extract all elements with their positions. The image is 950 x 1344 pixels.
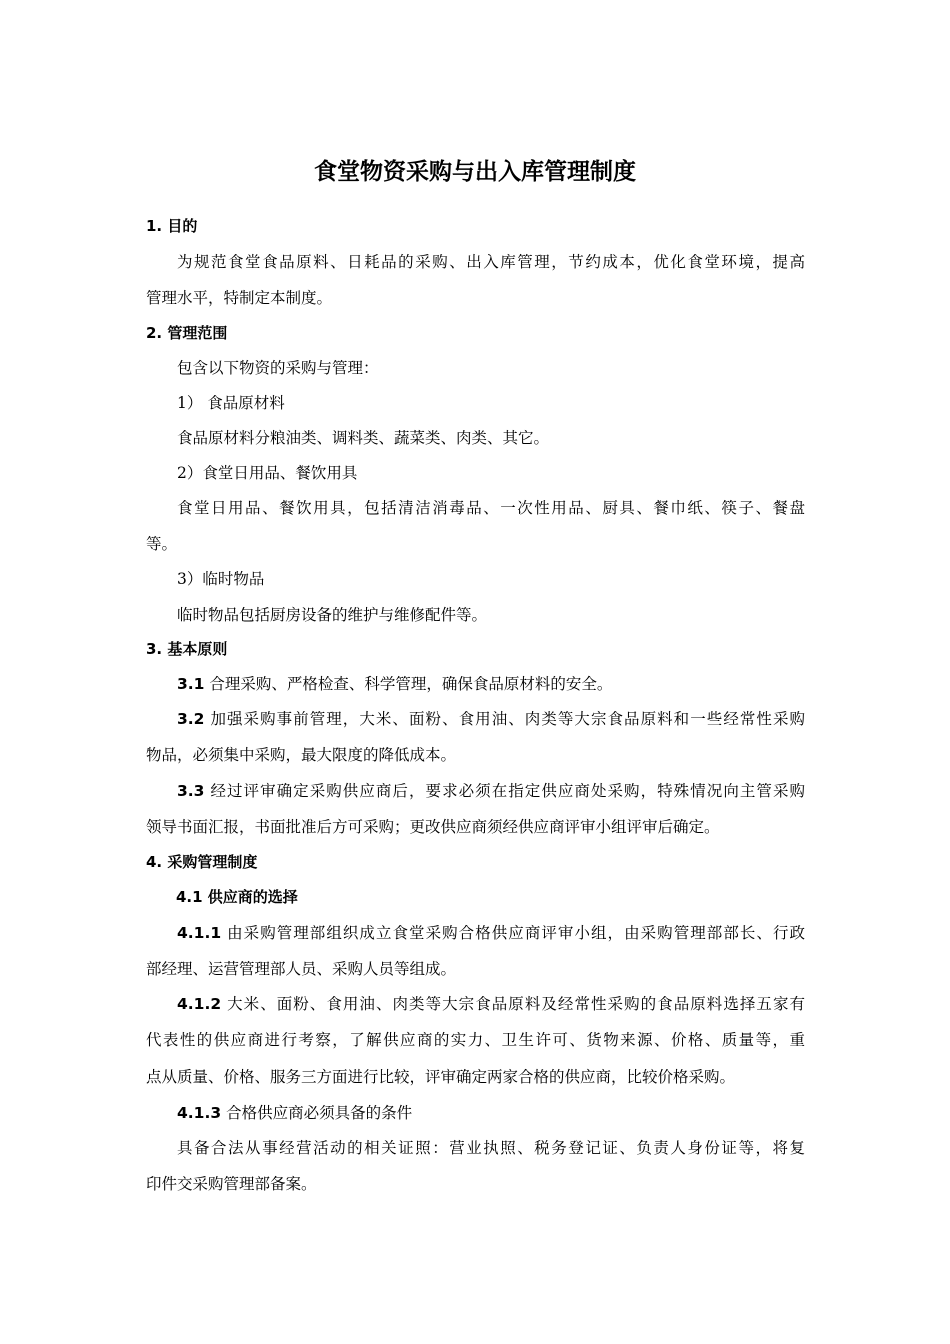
section-4-1-heading: 4.1 供应商的选择 xyxy=(176,888,298,906)
section-4-1-3-number: 4.1.3 xyxy=(177,1104,222,1122)
section-2-item-3-desc: 临时物品包括厨房设备的维护与维修配件等。 xyxy=(177,606,488,624)
section-2-item-1-title: 1） 食品原材料 xyxy=(177,394,285,412)
section-3-3-text: 经过评审确定采购供应商后，要求必须在指定供应商处采购，特殊情况向主管采购 xyxy=(210,782,805,800)
section-4-1-3-desc-line-2: 印件交采购管理部备案。 xyxy=(146,1175,317,1193)
document-title: 食堂物资采购与出入库管理制度 xyxy=(314,159,636,185)
section-3-1 xyxy=(177,673,612,695)
section-4-1-1-text: 由采购管理部组织成立食堂采购合格供应商评审小组，由采购管理部部长、行政 xyxy=(227,924,805,942)
section-4-1-2-number: 4.1.2 xyxy=(177,995,222,1013)
section-1-paragraph-line-1: 为规范食堂食品原料、日耗品的采购、出入库管理，节约成本，优化食堂环境，提高 xyxy=(177,253,805,271)
section-4-1-3-text: 合格供应商必须具备的条件 xyxy=(226,1104,413,1122)
section-3-2-text: 加强采购事前管理，大米、面粉、食用油、肉类等大宗食品原料和一些经常性采购 xyxy=(210,710,805,728)
section-2-intro: 包含以下物资的采购与管理： xyxy=(177,359,379,377)
section-3-2-line-1 xyxy=(177,708,805,730)
section-3-2-line-2: 物品，必须集中采购，最大限度的降低成本。 xyxy=(146,746,457,764)
section-2-item-2-desc-line-2: 等。 xyxy=(146,535,178,553)
section-3-2-number: 3.2 xyxy=(177,710,205,728)
section-2-heading: 2. 管理范围 xyxy=(146,324,228,342)
section-3-1-text: 合理采购、严格检查、科学管理，确保食品原材料的安全。 xyxy=(209,675,613,693)
section-1-paragraph-line-2: 管理水平，特制定本制度。 xyxy=(146,289,333,307)
section-3-3-number: 3.3 xyxy=(177,782,205,800)
section-1-heading: 1. 目的 xyxy=(146,217,198,235)
section-4-1-2-line-2: 代表性的供应商进行考察，了解供应商的实力、卫生许可、货物来源、价格、质量等，重 xyxy=(146,1031,805,1049)
section-4-1-1-line-1 xyxy=(177,922,805,944)
section-2-item-1-desc: 食品原材料分粮油类、调料类、蔬菜类、肉类、其它。 xyxy=(177,429,550,447)
section-4-1-1-line-2: 部经理、运营管理部人员、采购人员等组成。 xyxy=(146,960,457,978)
section-4-1-3-desc-line-1: 具备合法从事经营活动的相关证照：营业执照、税务登记证、负责人身份证等，将复 xyxy=(177,1139,805,1157)
section-3-3-line-2: 领导书面汇报，书面批准后方可采购；更改供应商须经供应商评审小组评审后确定。 xyxy=(146,818,720,836)
section-4-1-1-number: 4.1.1 xyxy=(177,924,222,942)
section-4-1-3 xyxy=(177,1102,412,1124)
section-4-1-2-line-1 xyxy=(177,993,805,1015)
section-4-1-2-text: 大米、面粉、食用油、肉类等大宗食品原料及经常性采购的食品原料选择五家有 xyxy=(227,995,805,1013)
section-2-item-3-title: 3）临时物品 xyxy=(177,570,265,588)
section-2-item-2-title: 2）食堂日用品、餐饮用具 xyxy=(177,464,358,482)
section-4-1-2-line-3: 点从质量、价格、服务三方面进行比较，评审确定两家合格的供应商，比较价格采购。 xyxy=(146,1068,736,1086)
section-3-heading: 3. 基本原则 xyxy=(146,640,228,658)
section-4-heading: 4. 采购管理制度 xyxy=(146,853,258,871)
section-3-1-number: 3.1 xyxy=(177,675,205,693)
section-3-3-line-1 xyxy=(177,780,805,802)
section-2-item-2-desc-line-1: 食堂日用品、餐饮用具，包括清洁消毒品、一次性用品、厨具、餐巾纸、筷子、餐盘 xyxy=(177,499,805,517)
